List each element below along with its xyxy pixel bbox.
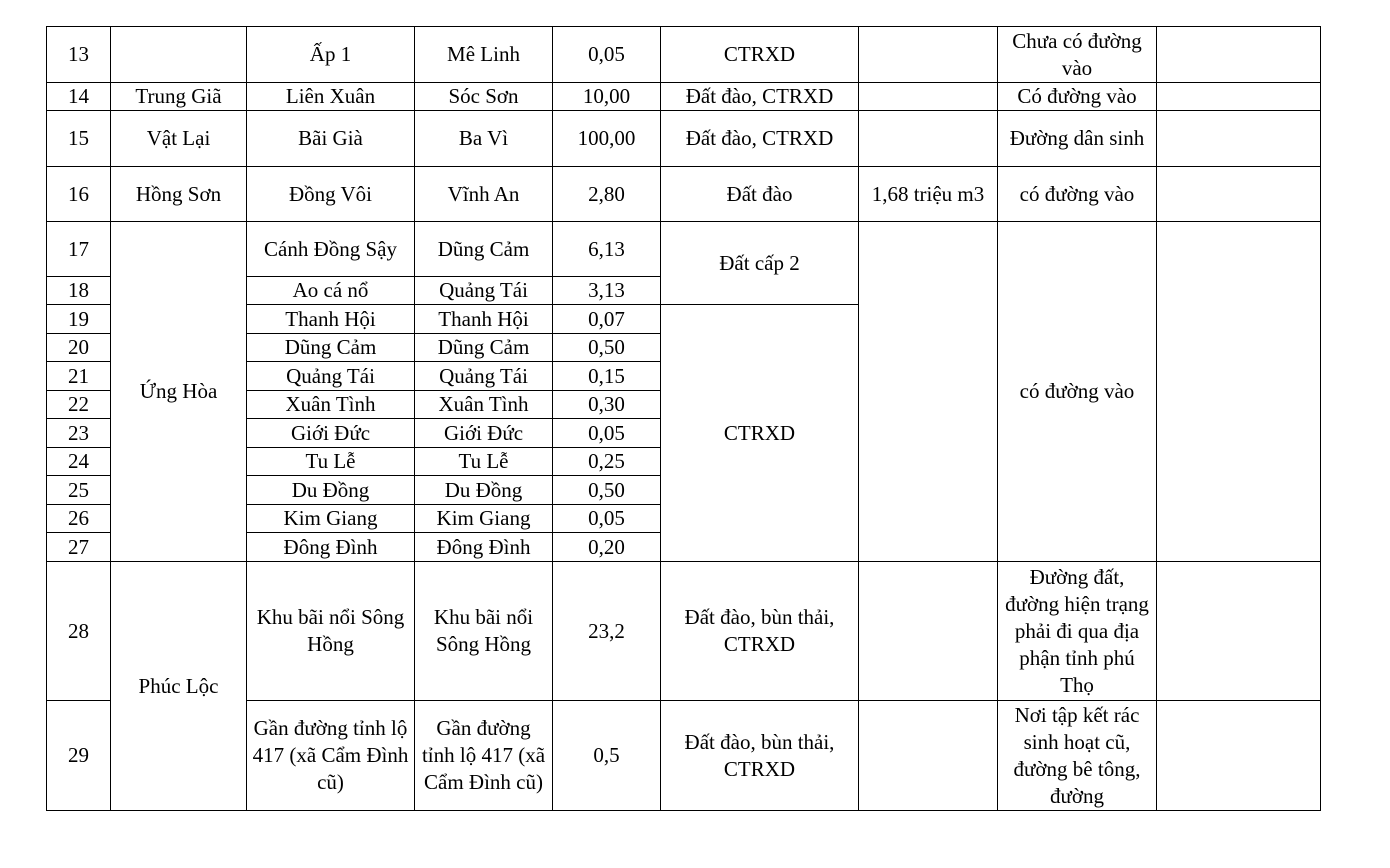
stt-cell: 19 xyxy=(47,305,111,334)
material-cell: Đất đào xyxy=(661,167,859,222)
commune-cell: Quảng Tái xyxy=(415,277,553,305)
location-cell: Ao cá nổ xyxy=(247,277,415,305)
stt-cell: 14 xyxy=(47,83,111,111)
material-cell: Đất đào, bùn thải, CTRXD xyxy=(661,701,859,811)
area-cell: 0,50 xyxy=(553,476,661,505)
commune-cell: Dũng Cảm xyxy=(415,334,553,362)
commune-cell: Mê Linh xyxy=(415,27,553,83)
volume-cell xyxy=(859,83,998,111)
area-cell: 0,5 xyxy=(553,701,661,811)
location-cell: Dũng Cảm xyxy=(247,334,415,362)
location-cell: Thanh Hội xyxy=(247,305,415,334)
volume-cell xyxy=(859,111,998,167)
area-cell: 0,05 xyxy=(553,27,661,83)
commune-cell: Đông Đình xyxy=(415,533,553,562)
stt-cell: 27 xyxy=(47,533,111,562)
location-cell: Tu Lễ xyxy=(247,448,415,476)
area-cell: 0,07 xyxy=(553,305,661,334)
ward-cell: Hồng Sơn xyxy=(111,167,247,222)
table-row xyxy=(47,167,1321,222)
commune-cell: Gần đường tỉnh lộ 417 (xã Cẩm Đình cũ) xyxy=(415,701,553,811)
stt-cell: 24 xyxy=(47,448,111,476)
area-cell: 0,05 xyxy=(553,419,661,448)
note-cell xyxy=(1157,83,1321,111)
area-cell: 10,00 xyxy=(553,83,661,111)
ward-cell xyxy=(111,27,247,83)
location-cell: Giới Đức xyxy=(247,419,415,448)
access-cell: Đường đất, đường hiện trạng phải đi qua địa phận tỉnh phú Thọ xyxy=(998,562,1157,701)
area-cell: 23,2 xyxy=(553,562,661,701)
note-cell xyxy=(1157,111,1321,167)
area-cell: 0,50 xyxy=(553,334,661,362)
commune-cell: Kim Giang xyxy=(415,505,553,533)
location-cell: Khu bãi nổi Sông Hồng xyxy=(247,562,415,701)
area-cell: 0,15 xyxy=(553,362,661,391)
location-cell: Gần đường tỉnh lộ 417 (xã Cẩm Đình cũ) xyxy=(247,701,415,811)
table-row xyxy=(47,562,1321,701)
commune-cell: Ba Vì xyxy=(415,111,553,167)
location-cell: Cánh Đồng Sậy xyxy=(247,222,415,277)
material-cell-ctrxd: CTRXD xyxy=(661,305,859,562)
commune-cell: Tu Lễ xyxy=(415,448,553,476)
ward-cell-ung-hoa: Ứng Hòa xyxy=(111,222,247,562)
volume-cell-ung-hoa xyxy=(859,222,998,562)
access-cell: Chưa có đường vào xyxy=(998,27,1157,83)
stt-cell: 29 xyxy=(47,701,111,811)
note-cell xyxy=(1157,562,1321,701)
stt-cell: 16 xyxy=(47,167,111,222)
table-row xyxy=(47,222,1321,277)
commune-cell: Xuân Tình xyxy=(415,391,553,419)
location-cell: Ấp 1 xyxy=(247,27,415,83)
access-cell: có đường vào xyxy=(998,167,1157,222)
table-row xyxy=(47,111,1321,167)
ward-cell-phuc-loc: Phúc Lộc xyxy=(111,562,247,811)
access-cell: Đường dân sinh xyxy=(998,111,1157,167)
area-cell: 2,80 xyxy=(553,167,661,222)
location-cell: Đông Đình xyxy=(247,533,415,562)
material-cell: CTRXD xyxy=(661,27,859,83)
material-cell: Đất đào, CTRXD xyxy=(661,83,859,111)
area-cell: 3,13 xyxy=(553,277,661,305)
material-cell-grade2: Đất cấp 2 xyxy=(661,222,859,305)
ward-cell: Vật Lại xyxy=(111,111,247,167)
commune-cell: Thanh Hội xyxy=(415,305,553,334)
note-cell xyxy=(1157,701,1321,811)
area-cell: 0,05 xyxy=(553,505,661,533)
stt-cell: 21 xyxy=(47,362,111,391)
commune-cell: Vĩnh An xyxy=(415,167,553,222)
location-cell: Xuân Tình xyxy=(247,391,415,419)
volume-cell: 1,68 triệu m3 xyxy=(859,167,998,222)
stt-cell: 23 xyxy=(47,419,111,448)
location-cell: Kim Giang xyxy=(247,505,415,533)
stt-cell: 28 xyxy=(47,562,111,701)
volume-cell xyxy=(859,562,998,701)
location-cell: Quảng Tái xyxy=(247,362,415,391)
location-cell: Bãi Già xyxy=(247,111,415,167)
area-cell: 0,20 xyxy=(553,533,661,562)
commune-cell: Giới Đức xyxy=(415,419,553,448)
access-cell: Nơi tập kết rác sinh hoạt cũ, đường bê tông, đường xyxy=(998,701,1157,811)
commune-cell: Khu bãi nổi Sông Hồng xyxy=(415,562,553,701)
commune-cell: Dũng Cảm xyxy=(415,222,553,277)
commune-cell: Du Đồng xyxy=(415,476,553,505)
area-cell: 0,30 xyxy=(553,391,661,419)
stt-cell: 25 xyxy=(47,476,111,505)
area-cell: 0,25 xyxy=(553,448,661,476)
location-cell: Du Đồng xyxy=(247,476,415,505)
material-cell: Đất đào, bùn thải, CTRXD xyxy=(661,562,859,701)
volume-cell xyxy=(859,27,998,83)
site-table xyxy=(46,26,1321,811)
location-cell: Đồng Vôi xyxy=(247,167,415,222)
access-cell-ung-hoa: có đường vào xyxy=(998,222,1157,562)
material-cell: Đất đào, CTRXD xyxy=(661,111,859,167)
note-cell-ung-hoa xyxy=(1157,222,1321,562)
area-cell: 6,13 xyxy=(553,222,661,277)
stt-cell: 13 xyxy=(47,27,111,83)
stt-cell: 20 xyxy=(47,334,111,362)
note-cell xyxy=(1157,27,1321,83)
note-cell xyxy=(1157,167,1321,222)
volume-cell xyxy=(859,701,998,811)
stt-cell: 22 xyxy=(47,391,111,419)
commune-cell: Quảng Tái xyxy=(415,362,553,391)
stt-cell: 26 xyxy=(47,505,111,533)
stt-cell: 15 xyxy=(47,111,111,167)
table-row xyxy=(47,27,1321,83)
area-cell: 100,00 xyxy=(553,111,661,167)
location-cell: Liên Xuân xyxy=(247,83,415,111)
stt-cell: 17 xyxy=(47,222,111,277)
ward-cell: Trung Giã xyxy=(111,83,247,111)
stt-cell: 18 xyxy=(47,277,111,305)
commune-cell: Sóc Sơn xyxy=(415,83,553,111)
access-cell: Có đường vào xyxy=(998,83,1157,111)
table-row xyxy=(47,83,1321,111)
